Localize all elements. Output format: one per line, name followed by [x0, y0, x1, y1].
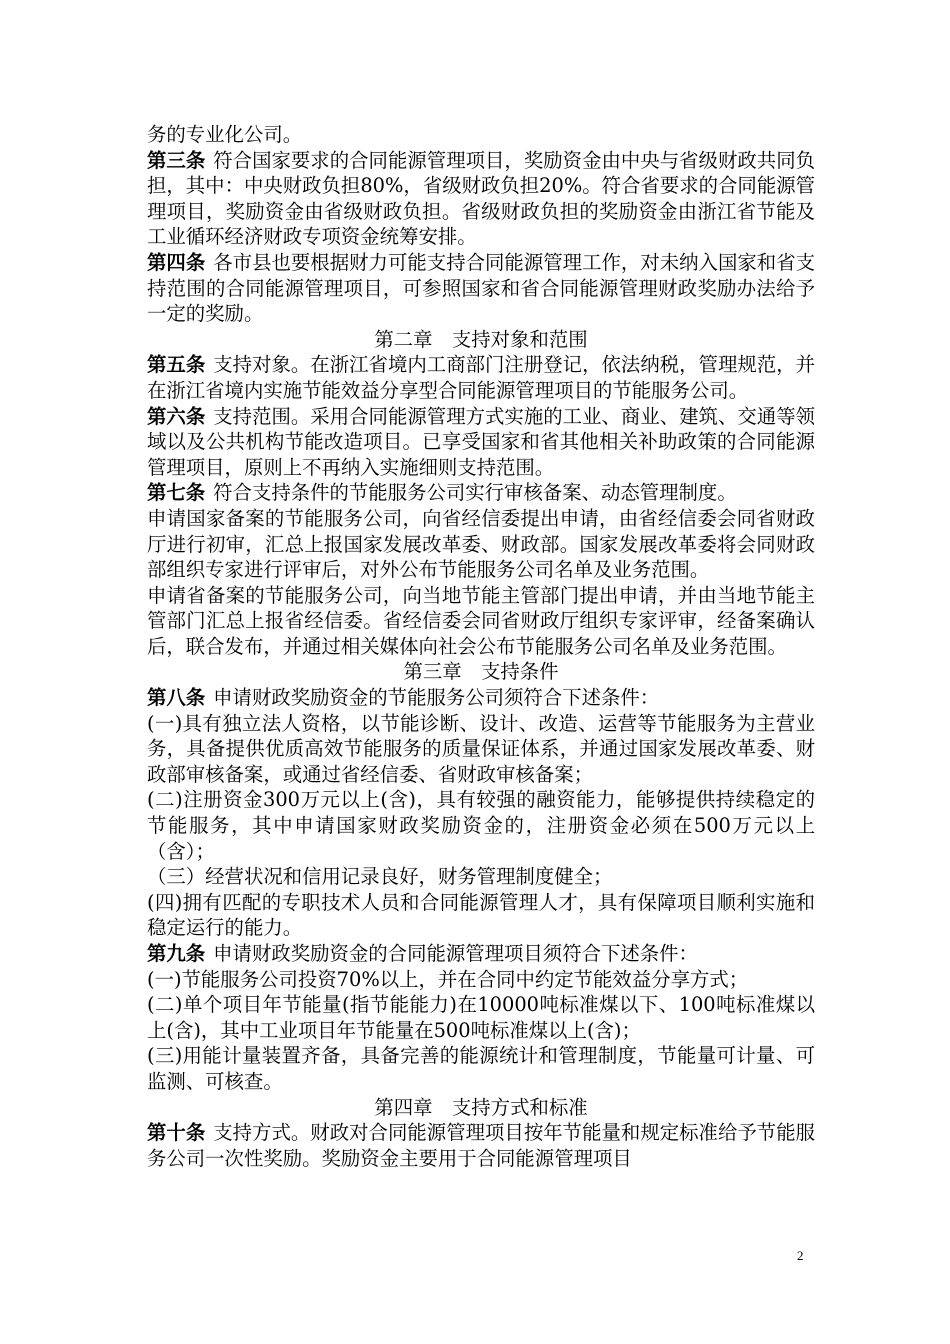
article-text: 申请财政奖励资金的节能服务公司须符合下述条件： — [213, 686, 660, 710]
document-body — [147, 122, 815, 1171]
condition-item — [147, 711, 815, 788]
condition-text: (一)节能服务公司投资70%以上，并在合同中约定节能效益分享方式； — [147, 967, 749, 991]
condition-item — [147, 890, 815, 941]
condition-text: (一)具有独立法人资格，以节能诊断、设计、改造、运营等节能服务为主营业务，具备提供优质高效节能服务的质量保证体系，并通过国家发展改革委、财政部审核备案，或通过省经信委、省财政审核备案； — [147, 711, 815, 786]
article-10 — [147, 1120, 815, 1171]
article-3 — [147, 148, 815, 250]
article-7 — [147, 480, 815, 506]
condition-item — [147, 992, 815, 1043]
article-number: 第十条 — [147, 1121, 206, 1145]
condition-text: (三)用能计量装置齐备，具备完善的能源统计和管理制度，节能量可计量、可监测、可核查。 — [147, 1044, 815, 1093]
article-text: 支持方式。财政对合同能源管理项目按年节能量和规定标准给予节能服务公司一次性奖励。奖励资金主要用于合同能源管理项目 — [147, 1121, 816, 1170]
article-text: 支持对象。在浙江省境内工商部门注册登记，依法纳税，管理规范，并在浙江省境内实施节能效益分享型合同能源管理项目的节能服务公司。 — [147, 353, 816, 402]
chapter-2-heading: 第二章 支持对象和范围 — [374, 327, 588, 351]
article-text: 符合支持条件的节能服务公司实行审核备案、动态管理制度。 — [213, 481, 737, 505]
condition-item — [147, 864, 815, 890]
paragraph-text: 申请省备案的节能服务公司，向当地节能主管部门提出申请，并由当地节能主管部门汇总上报省经信委。省经信委会同省财政厅组织专家评审，经备案确认后，联合发布，并通过相关媒体向社会公布节能服务公司名单及业务范围。 — [147, 583, 815, 658]
article-text: 各市县也要根据财力可能支持合同能源管理工作，对未纳入国家和省支持范围的合同能源管理项目，可参照国家和省合同能源管理财政奖励办法给予一定的奖励。 — [147, 250, 816, 326]
article-9 — [147, 941, 815, 967]
paragraph-continuation — [147, 122, 815, 148]
paragraph-provincial-filing — [147, 583, 815, 660]
chapter-4-heading: 第四章 支持方式和标准 — [374, 1095, 588, 1119]
article-4 — [147, 250, 815, 327]
condition-item — [147, 967, 815, 993]
condition-item — [147, 787, 815, 864]
paragraph-text: 申请国家备案的节能服务公司，向省经信委提出申请，由省经信委会同省财政厅进行初审，汇总上报国家发展改革委、财政部。国家发展改革委将会同财政部组织专家进行评审后，对外公布节能服务公司名单及业务范围。 — [147, 506, 815, 582]
article-text: 符合国家要求的合同能源管理项目，奖励资金由中央与省级财政共同负担，其中：中央财政负担80%，省级财政负担20%。符合省要求的合同能源管理项目，奖励资金由省级财政负担。省级财政负担的奖励资金由浙江省节能及工业循环经济财政专项资金统筹安排。 — [147, 148, 816, 249]
condition-item — [147, 1043, 815, 1094]
condition-text: (二)单个项目年节能量(指节能能力)在10000吨标准煤以下、100吨标准煤以上(含)，其中工业项目年节能量在500吨标准煤以上(含)； — [147, 993, 815, 1042]
article-8 — [147, 685, 815, 711]
condition-text: （三）经营状况和信用记录良好，财务管理制度健全； — [147, 865, 613, 889]
article-number: 第六条 — [147, 404, 206, 428]
article-text: 支持范围。采用合同能源管理方式实施的工业、商业、建筑、交通等领域以及公共机构节能改造项目。已享受国家和省其他相关补助政策的合同能源管理项目，原则上不再纳入实施细则支持范围。 — [147, 404, 816, 479]
article-6 — [147, 404, 815, 481]
article-text: 申请财政奖励资金的合同能源管理项目须符合下述条件： — [213, 942, 698, 965]
article-number: 第七条 — [147, 481, 206, 505]
chapter-3-heading: 第三章 支持条件 — [403, 660, 559, 684]
page-number: 2 — [797, 1248, 804, 1263]
paragraph-text: 务的专业化公司。 — [147, 123, 303, 146]
article-number: 第四条 — [147, 250, 206, 274]
paragraph-national-filing — [147, 506, 815, 583]
condition-text: (二)注册资金300万元以上(含)，具有较强的融资能力，能够提供持续稳定的节能服务，其中申请国家财政奖励资金的，注册资金必须在500万元以上（含）； — [147, 788, 815, 863]
article-number: 第九条 — [147, 942, 206, 965]
article-5 — [147, 352, 815, 403]
condition-text: (四)拥有匹配的专职技术人员和合同能源管理人才，具有保障项目顺利实施和稳定运行的能力。 — [147, 890, 815, 940]
article-number: 第五条 — [147, 353, 206, 377]
article-number: 第八条 — [147, 686, 206, 710]
article-number: 第三条 — [147, 148, 206, 172]
